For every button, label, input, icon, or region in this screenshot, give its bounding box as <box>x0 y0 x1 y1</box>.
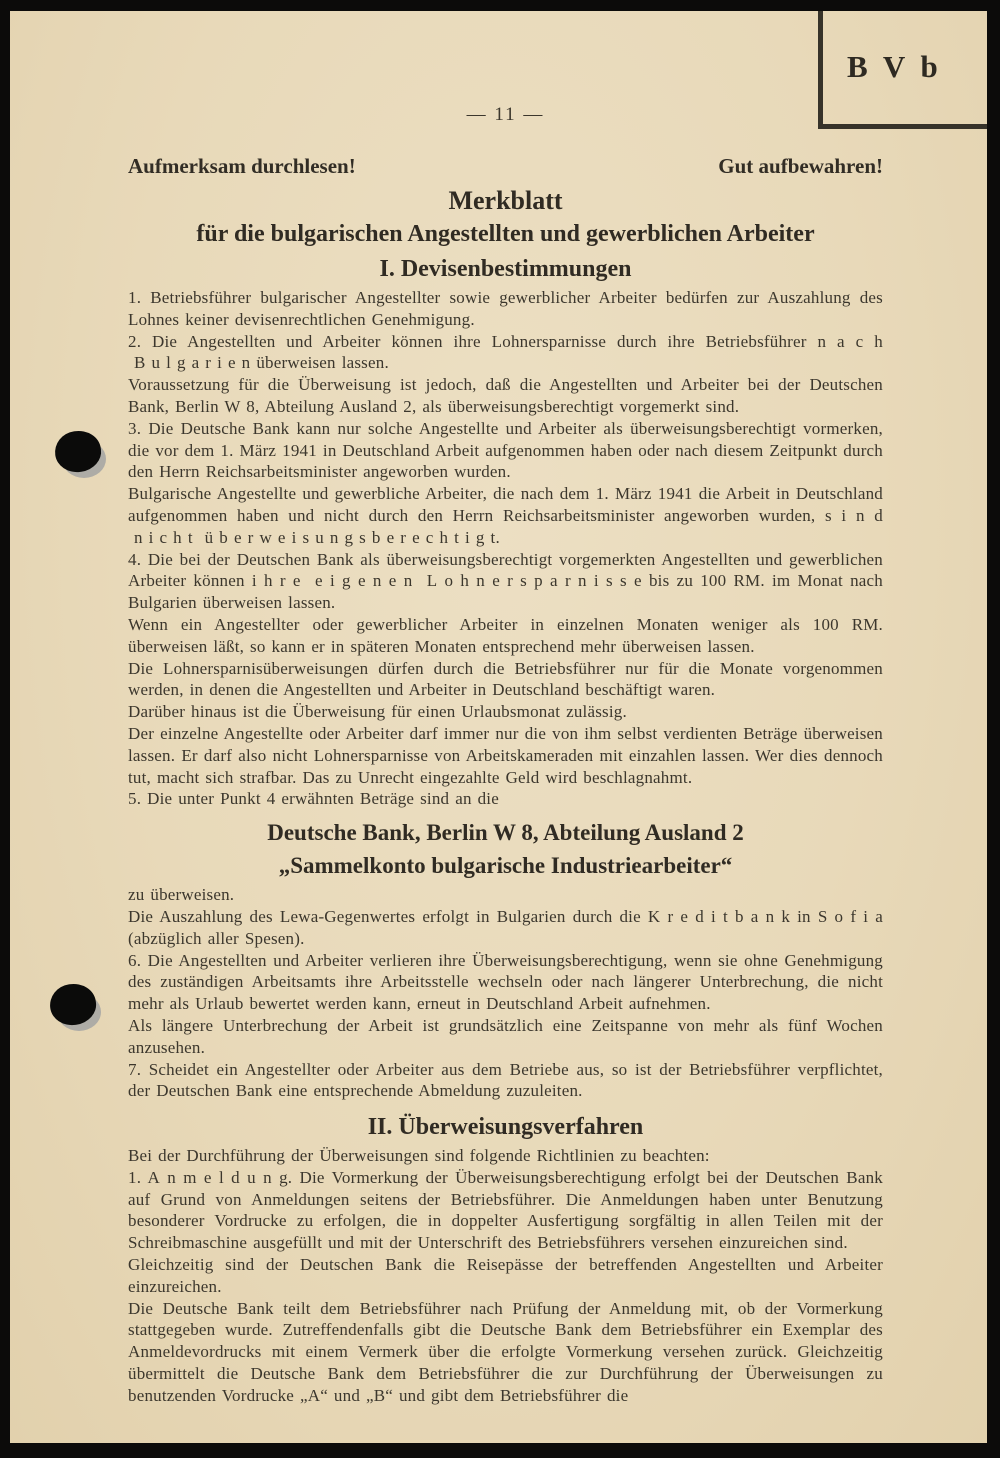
section1-heading: I. Devisenbestimmungen <box>379 256 632 282</box>
page-number: — 11 — <box>466 104 545 125</box>
bank-address-block <box>128 816 883 882</box>
paragraph: Die Auszahlung des Lewa-Gegenwertes erfolgt in Bulgarien durch die K r e d i t b a n k in S o f i a (abzüglich aller Spesen). <box>128 906 883 948</box>
paragraph: Die Lohnersparnisüberweisungen dürfen durch die Betriebsführer nur für die Monate vorgenommen werden, in denen die Angestellten und Arbeiter in Deutschland beschäftigt waren. <box>128 658 883 700</box>
form-code-label: B V b <box>847 49 942 84</box>
document-subtitle: für die bulgarischen Angestellten und gewerblichen Arbeiter <box>196 221 815 247</box>
paragraph: Darüber hinaus ist die Überweisung für einen Urlaubsmonat zulässig. <box>128 702 627 722</box>
paragraph: 5. Die unter Punkt 4 erwähnten Beträge sind an die <box>128 789 499 809</box>
paragraph: Der einzelne Angestellte oder Arbeiter darf immer nur die von ihm selbst verdienten Beträge überweisen lassen. Er darf also nicht Lohnersparnisse von Arbeitskameraden mit einzahlen lassen. Wer dies dennoch tut, macht sich strafbar. Das zu Unrecht eingezahlte Geld wird beschlagnahmt. <box>128 723 883 787</box>
header-right-note: Gut aufbewahren! <box>718 154 883 178</box>
paragraph: Als längere Unterbrechung der Arbeit ist grundsätzlich eine Zeitspanne von mehr als fünf Wochen anzusehen. <box>128 1015 883 1057</box>
paragraph: 6. Die Angestellten und Arbeiter verlieren ihre Überweisungsberechtigung, wenn sie ohne Genehmigung des zuständigen Arbeitsamts ihre Arbeitsstelle wechseln oder nach längerer Unterbrechung, die nicht mehr als Urlaub bewertet werden kann, erneut in Deutschland Arbeit aufnehmen. <box>128 950 883 1014</box>
scanned-page <box>10 11 987 1443</box>
section2-heading: II. Überweisungsverfahren <box>367 1114 644 1141</box>
paragraph: 4. Die bei der Deutschen Bank als überweisungsberechtigt vorgemerkten Angestellten und gewerblichen Arbeiter können i h r e e i g e n e n L o h n e r s p a r n i s s e bis zu 100 RM. im Monat nach Bulgarien überweisen lassen. <box>128 549 883 613</box>
header-row <box>128 154 883 179</box>
paragraph: Voraussetzung für die Überweisung ist jedoch, daß die Angestellten und Arbeiter bei der Deutschen Bank, Berlin W 8, Abteilung Ausland 2, als überweisungsberechtigt vorgemerkt sind. <box>128 375 883 416</box>
bank-address-line2: „Sammelkonto bulgarische Industriearbeiter“ <box>278 853 733 879</box>
paragraph: 1. Betriebsführer bulgarischer Angestellter sowie gewerblicher Arbeiter bedürfen zur Auszahlung des Lohnes keiner devisenrechtlichen Genehmigung. <box>128 288 883 329</box>
paragraph: zu überweisen. <box>128 885 235 905</box>
paragraph: 7. Scheidet ein Angestellter oder Arbeiter aus dem Betriebe aus, so ist der Betriebsführer verpflichtet, der Deutschen Bank eine entsprechende Abmeldung zuzuleiten. <box>128 1059 883 1101</box>
document-title: Merkblatt <box>448 186 563 215</box>
paragraph: Bulgarische Angestellte und gewerbliche Arbeiter, die nach dem 1. März 1941 die Arbeit in Deutschland aufgenommen haben und nicht durch den Herrn Reichsarbeitsminister angeworben wurden, s i n d n i c h t ü b e r w e i s u n g s b e r e c h t i g t. <box>128 484 883 547</box>
section1-paragraphs <box>128 287 883 810</box>
paragraph: Gleichzeitig sind der Deutschen Bank die Reisepässe der betreffenden Angestellten und Arbeiter einzureichen. <box>128 1255 883 1296</box>
paragraph: 1. A n m e l d u n g. Die Vormerkung der Überweisungsberechtigung erfolgt bei der Deutschen Bank auf Grund von Anmeldungen seitens der Betriebsführer. Die Anmeldungen haben unter Benutzung besonderer Vordrucke zu erfolgen, die in doppelter Ausfertigung sorgfältig in allen Teilen mit der Schreibmaschine ausgefüllt und mit der Unterschrift des Betriebsführers versehen einzureichen sind. <box>128 1167 883 1253</box>
section2-paragraphs <box>128 1145 883 1407</box>
page-content <box>128 11 883 1407</box>
section1-paragraphs-after <box>128 884 883 1102</box>
bank-address-line1: Deutsche Bank, Berlin W 8, Abteilung Ausland 2 <box>267 820 744 846</box>
paragraph: Wenn ein Angestellter oder gewerblicher Arbeiter in einzelnen Monaten weniger als 100 RM. überweisen läßt, so kann er in späteren Monaten entsprechend mehr überweisen lassen. <box>128 614 883 656</box>
paragraph: Bei der Durchführung der Überweisungen sind folgende Richtlinien zu beachten: <box>128 1146 710 1166</box>
paragraph: 2. Die Angestellten und Arbeiter können ihre Lohnersparnisse durch ihre Betriebsführer n a c h B u l g a r i e n überweisen lassen. <box>128 331 883 373</box>
header-left-note: Aufmerksam durchlesen! <box>128 154 356 178</box>
paragraph: 3. Die Deutsche Bank kann nur solche Angestellte und Arbeiter als überweisungsberechtigt vormerken, die vor dem 1. März 1941 in Deutschland Arbeit aufgenommen haben oder nach diesem Zeitpunkt durch den Herrn Reichsarbeitsminister angeworben wurden. <box>128 418 883 482</box>
paragraph: Die Deutsche Bank teilt dem Betriebsführer nach Prüfung der Anmeldung mit, ob der Vormerkung stattgegeben wurde. Zutreffendenfalls gibt die Deutsche Bank dem Betriebsführer ein Exemplar des Anmeldevordrucks mit einem Vermerk über die erfolgte Vormerkung versehen zurück. Gleichzeitig übermittelt die Deutsche Bank dem Betriebsführer die zur Durchführung der Überweisungen zu benutzenden Vordrucke „A“ und „B“ und gibt dem Betriebsführer die <box>128 1298 883 1405</box>
